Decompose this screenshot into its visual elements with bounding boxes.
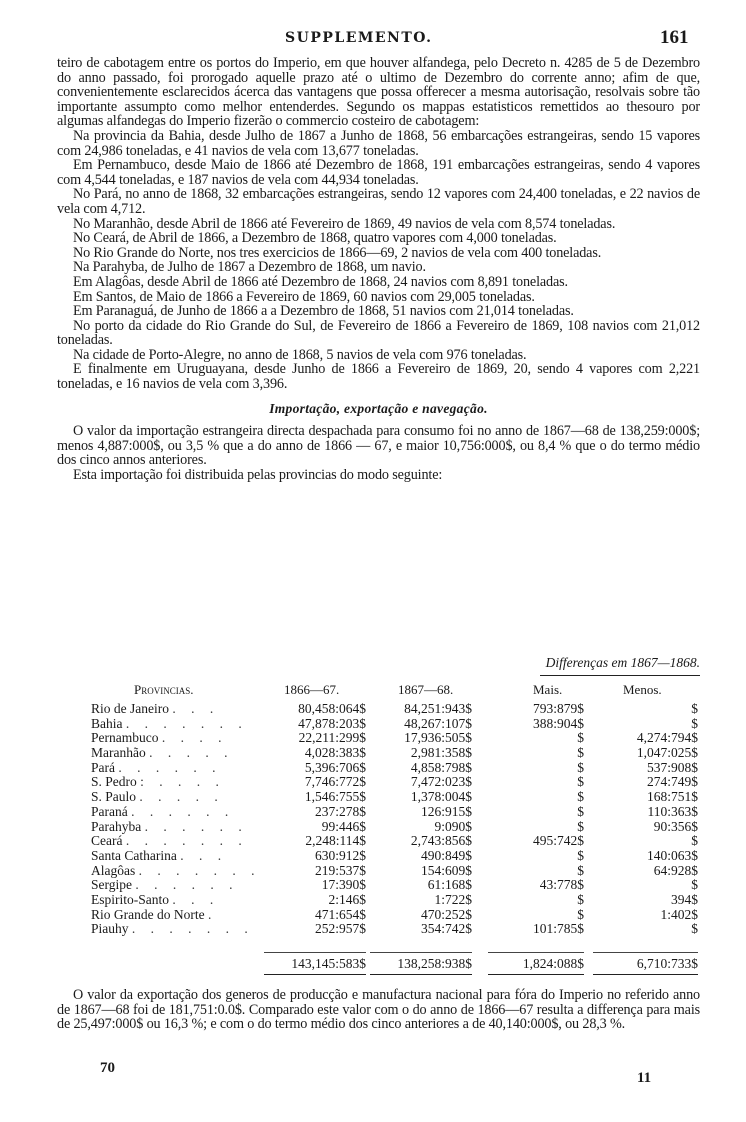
value-1867-68-cell: 126:915$ (420, 803, 472, 819)
table-row (88, 702, 703, 717)
paragraph: No Pará, no anno de 1868, 32 embarcações estrangeiras, sendo 12 vapores com 24,400 toneladas, e 22 navios de vela com 4,712. (57, 186, 700, 217)
value-1867-68-cell: 2,981:358$ (410, 745, 472, 761)
province-cell (91, 746, 271, 761)
table-row (88, 878, 703, 893)
leader-dots: . . . . . . (144, 818, 248, 834)
total-menos: 6,710:733$ (593, 952, 698, 975)
paragraph: Na Parahyba, de Julho de 1867 a Dezembro de 1868, um navio. (73, 259, 426, 276)
menos-cell: 90:356$ (653, 818, 698, 834)
menos-cell: 110:363$ (647, 803, 698, 819)
leader-dots: . . . . . . (131, 803, 235, 819)
table-row (88, 761, 703, 776)
paragraph: Em Paranaguá, de Junho de 1866 a a Dezembro de 1868, 51 navios com 21,014 toneladas. (73, 303, 574, 320)
mais-cell: $ (577, 891, 584, 907)
province-cell (91, 805, 271, 820)
value-1867-68-cell: 1:722$ (434, 891, 472, 907)
mais-cell: 388:904$ (532, 715, 584, 731)
mais-cell: $ (577, 818, 584, 834)
signature-mark-right: 11 (637, 1070, 652, 1086)
value-1866-67-cell: 630:912$ (314, 847, 366, 863)
menos-cell: 394$ (671, 891, 698, 907)
value-1866-67-cell: 99:446$ (321, 818, 366, 834)
value-1867-68-cell: 354:742$ (420, 921, 472, 937)
page-header (0, 27, 746, 54)
table-row (88, 717, 703, 732)
value-1866-67-cell: 1,546:755$ (304, 789, 366, 805)
menos-cell: $ (691, 877, 698, 893)
mais-cell: $ (577, 803, 584, 819)
paragraph: E finalmente em Uruguayana, desde Junho de 1866 a Fevereiro de 1869, 20, sendo 4 vapores com 2,221 toneladas, e 16 navios de vela com 3,396. (57, 361, 700, 393)
province-cell (91, 820, 271, 835)
body-text (57, 56, 700, 483)
value-1866-67-cell: 2,248:114$ (305, 833, 366, 849)
mais-cell: $ (577, 759, 584, 775)
table-row (88, 922, 703, 937)
province-name: Espirito-Santo (91, 891, 169, 907)
value-1867-68-cell: 490:849$ (420, 847, 472, 863)
province-name: Pará (91, 759, 115, 775)
province-cell (91, 731, 271, 746)
leader-dots: . . . . . . . (138, 862, 261, 878)
paragraph: No porto da cidade do Rio Grande do Sul, de Fevereiro de 1866 a Fevereiro de 1869, 108 navios com 21,012 toneladas. (57, 317, 700, 349)
total-1866-67: 143,145:583$ (264, 952, 366, 975)
menos-cell: 140:063$ (646, 847, 698, 863)
value-1867-68-cell: 1,378:004$ (410, 789, 472, 805)
mais-cell: 793:879$ (532, 701, 584, 716)
value-1866-67-cell: 80,458:064$ (298, 701, 366, 716)
paragraph: Na provincia da Bahia, desde Julho de 1867 a Junho de 1868, 56 embarcações estrangeiras, sendo 15 vapores com 24,986 toneladas, e 41 navios de vela com 13,677 toneladas. (57, 127, 700, 159)
province-name: Sergipe (91, 877, 132, 893)
mais-cell: $ (577, 789, 584, 805)
menos-cell: 64:928$ (653, 862, 698, 878)
menos-cell: 1,047:025$ (636, 745, 698, 761)
province-cell (91, 893, 271, 908)
menos-cell: $ (691, 833, 698, 849)
leader-dots: . . . . . . (118, 759, 222, 775)
leader-dots: . (207, 906, 218, 922)
paragraph: No Rio Grande do Norte, nos tres exercicios de 1866—69, 2 navios de vela com 400 toneladas. (73, 244, 602, 261)
paragraph: O valor da importação estrangeira directa despachada para consumo foi no anno de 1867—68 de 138,259:000$; menos 4,887:000$, ou 3,5 % que a do anno de 1866 — 67, e maior 10,756:000$, ou 8,4 % que o do termo médio dos cinco annos anteriores. (57, 423, 700, 469)
table-row (88, 746, 703, 761)
leader-dots: . . . (180, 847, 228, 863)
province-cell (91, 702, 271, 717)
province-cell (91, 922, 271, 937)
table-row (88, 805, 703, 820)
table-row (88, 820, 703, 835)
value-1866-67-cell: 237:278$ (314, 803, 366, 819)
paragraph: Em Santos, de Maio de 1866 a Fevereiro de 1869, 60 navios com 29,005 toneladas. (73, 288, 535, 305)
table-row (88, 908, 703, 923)
column-header-1866-67: 1866—67. (284, 682, 340, 697)
paragraph: Em Pernambuco, desde Maio de 1866 até Dezembro de 1868, 191 embarcações estrangeiras, sendo 4 vapores com 4,544 toneladas, e 187 navios de vela com 44,934 toneladas. (57, 157, 700, 188)
leader-dots: . . . (172, 891, 220, 907)
mais-cell: $ (577, 730, 584, 746)
province-cell (91, 834, 271, 849)
value-1866-67-cell: 47,878:203$ (298, 715, 366, 731)
value-1867-68-cell: 470:252$ (420, 906, 472, 922)
value-1867-68-cell: 2,743:856$ (410, 833, 472, 849)
mais-cell: $ (577, 862, 584, 878)
province-name: Piauhy (91, 921, 129, 937)
leader-dots: . . . . (161, 730, 228, 746)
leader-dots: . . . . . (149, 745, 234, 761)
table-row (88, 849, 703, 864)
province-cell (91, 790, 271, 805)
leader-dots: . . . . . . (135, 877, 239, 893)
mais-cell: $ (577, 847, 584, 863)
column-header-1867-68: 1867—68. (398, 682, 454, 697)
value-1866-67-cell: 22,211:299$ (298, 730, 366, 746)
mais-cell: $ (577, 745, 584, 761)
table-totals-row (88, 952, 703, 976)
closing-text (57, 988, 700, 1032)
total-1867-68: 138,258:938$ (370, 952, 472, 975)
leader-dots: : . . . . (140, 774, 225, 790)
table-row (88, 864, 703, 879)
menos-cell: $ (691, 921, 698, 937)
province-name: Pernambuco (91, 730, 159, 746)
mais-cell: 101:785$ (532, 921, 584, 937)
signature-mark-left: 70 (100, 1060, 115, 1076)
mais-cell: $ (577, 906, 584, 922)
value-1867-68-cell: 84,251:943$ (404, 701, 472, 716)
value-1866-67-cell: 4,028:383$ (304, 745, 366, 761)
mais-cell: 43:778$ (539, 877, 584, 893)
menos-cell: 4,274:794$ (636, 730, 698, 746)
value-1867-68-cell: 154:609$ (420, 862, 472, 878)
section-heading: Importação, exportação e navegação. (269, 400, 488, 416)
value-1866-67-cell: 471:654$ (314, 906, 366, 922)
table-row (88, 775, 703, 790)
menos-cell: 1:402$ (660, 906, 698, 922)
paragraph: Esta importação foi distribuida pelas provincias do modo seguinte: (73, 467, 443, 484)
paragraph: Na cidade de Porto-Alegre, no anno de 1868, 5 navios de vela com 976 toneladas. (73, 346, 527, 363)
column-header-menos: Menos. (623, 682, 662, 697)
value-1867-68-cell: 9:090$ (434, 818, 472, 834)
paragraph: No Ceará, de Abril de 1866, a Dezembro de 1868, quatro vapores com 4,000 toneladas. (73, 230, 557, 247)
province-name: S. Paulo (91, 789, 137, 805)
province-cell (91, 775, 271, 790)
table-row (88, 731, 703, 746)
province-name: S. Pedro (91, 774, 137, 790)
leader-dots: . . . . . . . (131, 921, 254, 937)
mais-cell: 495:742$ (532, 833, 584, 849)
province-name: Paraná (91, 803, 128, 819)
value-1867-68-cell: 7,472:023$ (410, 774, 472, 790)
province-cell (91, 864, 271, 879)
menos-cell: $ (691, 715, 698, 731)
paragraph: No Maranhão, desde Abril de 1866 até Fevereiro de 1869, 49 navios de vela com 8,574 toneladas. (73, 215, 616, 232)
value-1867-68-cell: 48,267:107$ (404, 715, 472, 731)
province-name: Santa Catharina (91, 847, 177, 863)
value-1867-68-cell: 4,858:798$ (410, 759, 472, 775)
province-cell (91, 878, 271, 893)
column-header-mais: Mais. (533, 682, 563, 697)
leader-dots: . . . . . (139, 789, 224, 805)
province-cell (91, 761, 271, 776)
leader-dots: . . . (172, 701, 220, 716)
value-1866-67-cell: 219:537$ (314, 862, 366, 878)
province-cell (91, 849, 271, 864)
table-row (88, 893, 703, 908)
total-mais: 1,824:088$ (488, 952, 584, 975)
value-1866-67-cell: 5,396:706$ (304, 759, 366, 775)
province-name: Maranhão (91, 745, 146, 761)
column-header-provincias: Provincias. (134, 682, 194, 697)
province-name: Bahia (91, 715, 123, 731)
province-name: Alagôas (91, 862, 136, 878)
menos-cell: 274:749$ (646, 774, 698, 790)
menos-cell: 168:751$ (646, 789, 698, 805)
province-name: Rio Grande do Norte (91, 906, 205, 922)
table-body (88, 702, 703, 937)
differences-group-header: Differenças em 1867—1868. (540, 655, 700, 676)
value-1867-68-cell: 61:168$ (427, 877, 472, 893)
page-number: 161 (660, 27, 689, 48)
table-row (88, 834, 703, 849)
value-1866-67-cell: 17:390$ (321, 877, 366, 893)
mais-cell: $ (577, 774, 584, 790)
province-cell (91, 717, 271, 732)
province-name: Ceará (91, 833, 123, 849)
leader-dots: . . . . . . . (125, 833, 248, 849)
value-1867-68-cell: 17,936:505$ (404, 730, 472, 746)
table-row (88, 790, 703, 805)
menos-cell: 537:908$ (646, 759, 698, 775)
province-name: Rio de Janeiro (91, 701, 169, 716)
province-cell (91, 908, 271, 923)
value-1866-67-cell: 252:957$ (314, 921, 366, 937)
leader-dots: . . . . . . . (125, 715, 248, 731)
menos-cell: $ (691, 701, 698, 716)
paragraph: teiro de cabotagem entre os portos do Imperio, em que houver alfandega, pelo Decreto n. 4285 de 5 de Dezembro do anno passado, foi prorogado aquelle prazo até o ultimo de Dezembro do corrente anno; afim de que, convenientemente esclarecidos ácerca das vantagens que possa offerecer a mesma autorisação, resolvais sobre tão importante assumpto como melhor entenderdes. Segundo os mappas estatisticos remettidos ao thesouro por algumas alfandegas do Imperio fizerão o commercio costeiro de cabotagem: (57, 55, 700, 130)
value-1866-67-cell: 2:146$ (328, 891, 366, 907)
running-title: SUPPLEMENTO. (285, 30, 433, 46)
province-name: Parahyba (91, 818, 142, 834)
paragraph: O valor da exportação dos generos de producção e manufactura nacional para fóra do Imperio no referido anno de 1867—68 foi de 181,751:0.0$. Comparado este valor com o do anno de 1866—67 resulta a differença para mais de 25,497:000$ ou 16,3 %; e com o do termo médio dos cinco anteriores a de 40,140:000$, ou 28,3 %. (57, 987, 700, 1033)
value-1866-67-cell: 7,746:772$ (304, 774, 366, 790)
paragraph: Em Alagôas, desde Abril de 1866 até Dezembro de 1868, 24 navios com 8,891 toneladas. (73, 273, 568, 290)
